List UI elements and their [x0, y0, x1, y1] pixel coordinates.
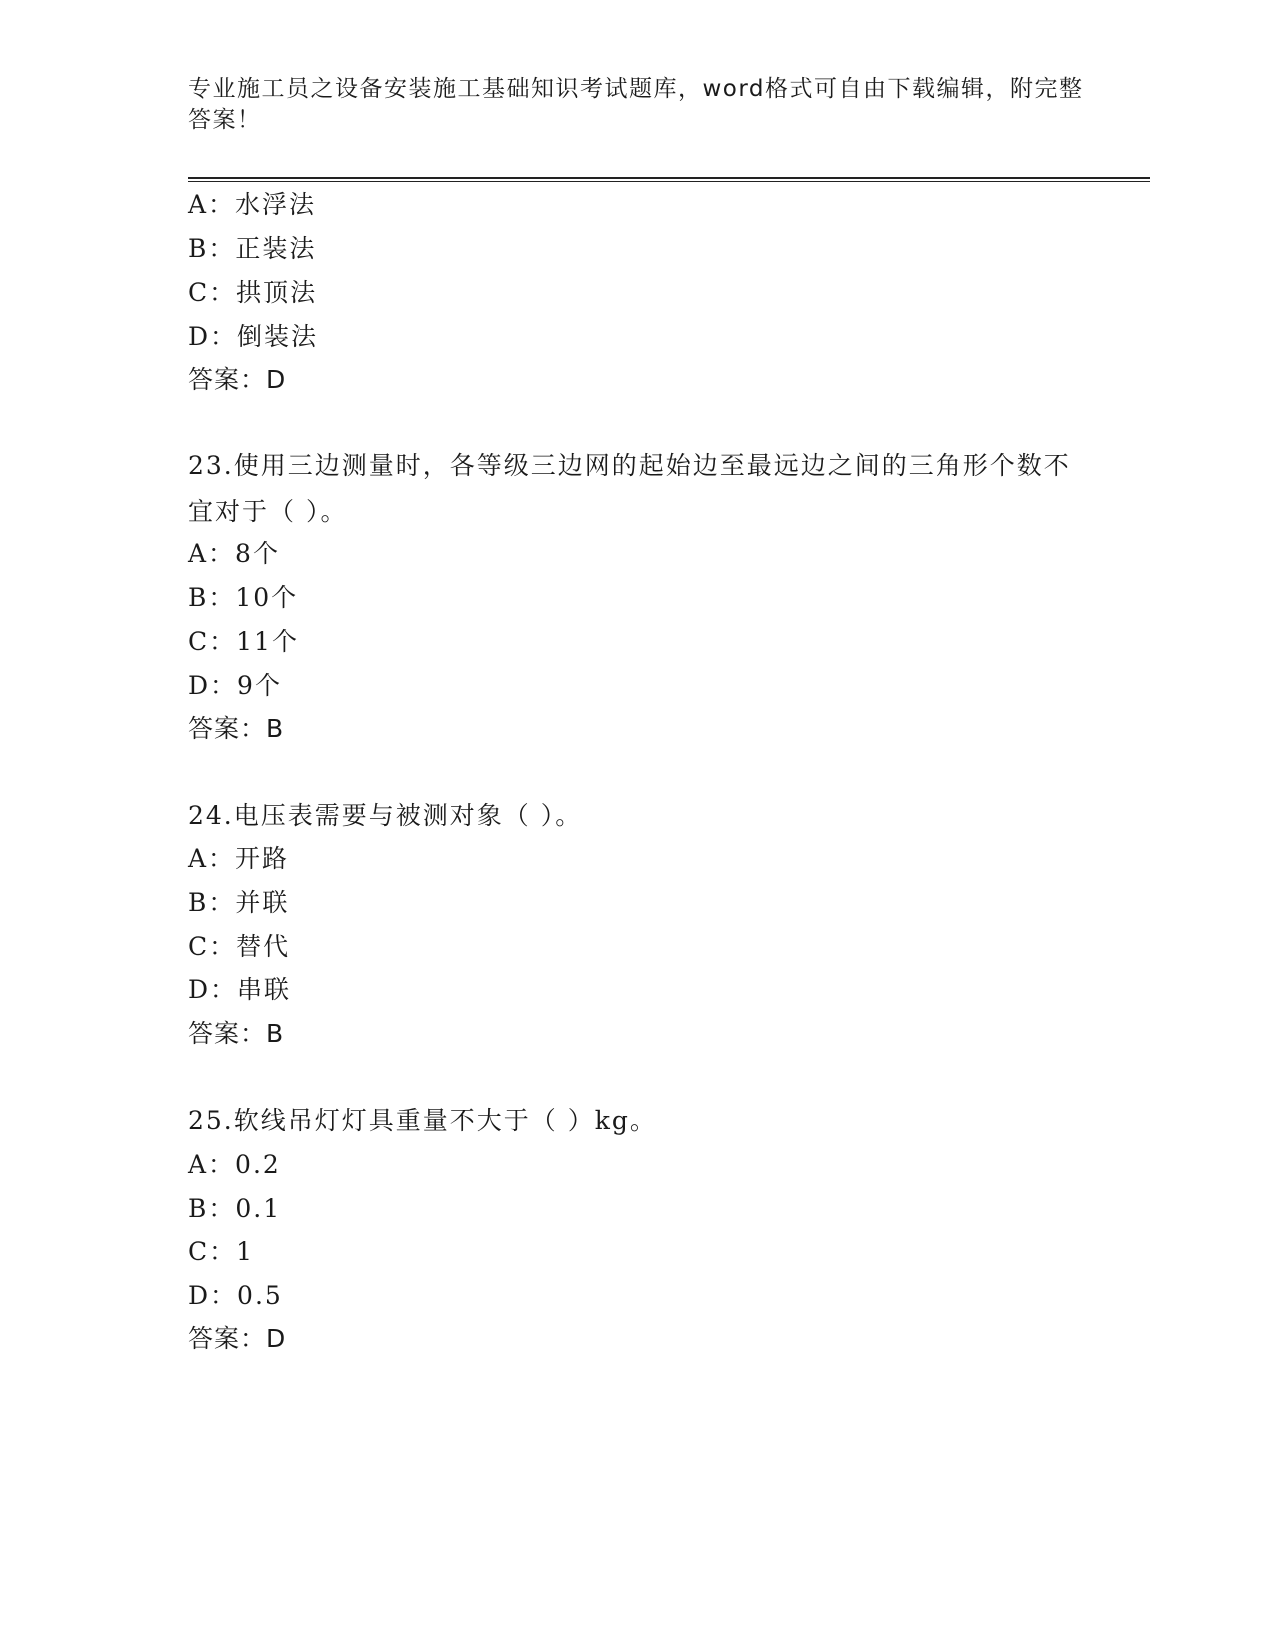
q25-answer: 答案：D	[188, 1324, 287, 1353]
q25-option-d: D：0.5	[188, 1281, 283, 1310]
q24-option-d: D：串联	[188, 975, 292, 1004]
q23-option-d: D：9个	[188, 671, 282, 700]
q24-question: 24.电压表需要与被测对象（ ）。	[188, 801, 583, 830]
q22-option-d: D：倒装法	[188, 322, 319, 351]
header-divider-bottom	[188, 181, 1150, 182]
q25-option-b: B：0.1	[188, 1194, 282, 1223]
q23-answer: 答案：B	[188, 714, 285, 743]
q23-option-a: A：8个	[188, 539, 280, 568]
q23-option-c: C：11个	[188, 627, 299, 656]
q24-option-c: C：替代	[188, 932, 291, 961]
q22-answer: 答案：D	[188, 365, 287, 394]
q25-question: 25.软线吊灯灯具重量不大于（ ）kg。	[188, 1106, 657, 1135]
header-divider-top	[188, 177, 1150, 179]
q23-option-b: B：10个	[188, 583, 299, 612]
q24-option-a: A：开路	[188, 844, 290, 873]
q23-question: 23.使用三边测量时，各等级三边网的起始边至最远边之间的三角形个数不宜对于（ ）。	[188, 451, 1071, 526]
q25-option-a: A：0.2	[188, 1150, 281, 1179]
q24-option-b: B：并联	[188, 888, 290, 917]
document-header: 专业施工员之设备安装施工基础知识考试题库，word格式可自由下载编辑，附完整答案！	[188, 76, 1084, 133]
q22-option-c: C：拱顶法	[188, 278, 318, 307]
q25-option-c: C：1	[188, 1237, 255, 1266]
q22-option-b: B：正装法	[188, 234, 317, 263]
q24-answer: 答案：B	[188, 1019, 285, 1048]
q22-option-a: A：水浮法	[188, 190, 317, 219]
